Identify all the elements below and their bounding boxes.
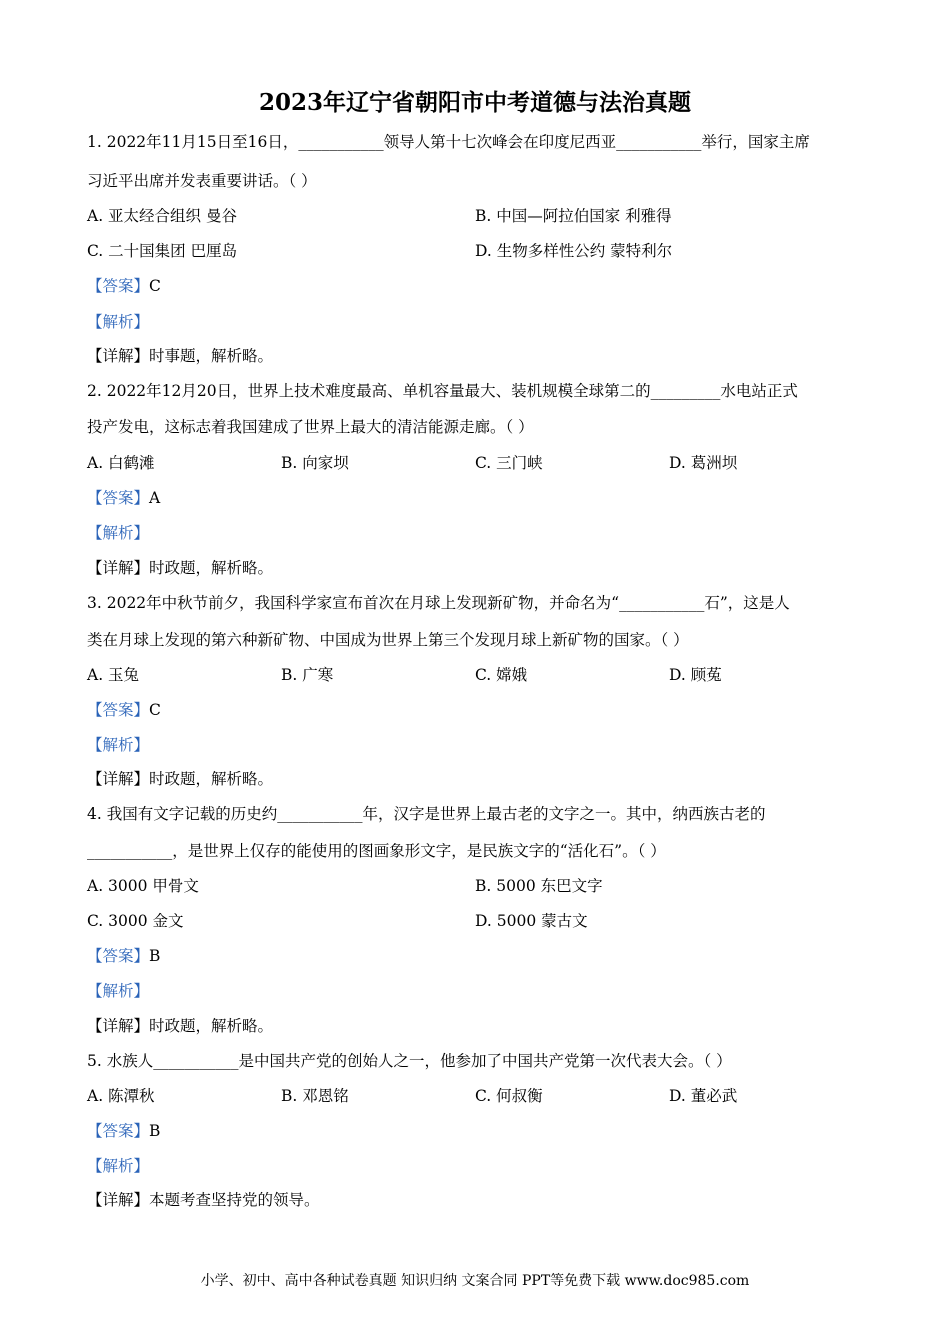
answer-tag: 【答案】 xyxy=(87,1122,150,1140)
answer-value: A xyxy=(149,489,161,507)
question-text: ___________，是世界上仅存的能使用的图画象形文字，是民族文字的“活化石”。（ ） xyxy=(87,842,666,860)
question-text: 4. 我国有文字记载的历史约___________年，汉字是世界上最古老的文字之一。其中，纳西族古老的 xyxy=(87,805,766,823)
question-text: 投产发电，这标志着我国建成了世界上最大的清洁能源走廊。（ ） xyxy=(87,418,534,436)
option-a: A. 亚太经合组织 曼谷 xyxy=(87,207,237,225)
detail-line xyxy=(87,767,273,789)
answer-tag: 【答案】 xyxy=(87,701,150,719)
answer-tag: 【答案】 xyxy=(87,947,150,965)
detail-text: 时事题，解析略。 xyxy=(149,347,274,365)
answer-value: B xyxy=(149,1122,161,1140)
answer-tag: 【答案】 xyxy=(87,277,150,295)
analysis-tag: 【解析】 xyxy=(87,524,150,542)
detail-tag: 【详解】 xyxy=(87,347,150,365)
option-d: D. 葛洲坝 xyxy=(669,454,738,472)
detail-line xyxy=(87,1188,320,1210)
detail-tag: 【详解】 xyxy=(87,1191,150,1209)
detail-tag: 【详解】 xyxy=(87,559,150,577)
answer-value: C xyxy=(149,277,161,295)
option-a: A. 玉兔 xyxy=(87,666,140,684)
option-d: D. 顾菟 xyxy=(669,666,722,684)
question-text: 习近平出席并发表重要讲话。（ ） xyxy=(87,172,317,190)
question-text: 类在月球上发现的第六种新矿物、中国成为世界上第三个发现月球上新矿物的国家。（ ） xyxy=(87,631,689,649)
answer-line xyxy=(87,486,160,508)
answer-value: B xyxy=(149,947,161,965)
option-b: B. 广寒 xyxy=(281,666,334,684)
answer-line xyxy=(87,698,161,720)
page-footer: 小学、初中、高中各种试卷真题 知识归纳 文案合同 PPT等免费下载 www.doc985.com xyxy=(200,1273,750,1289)
analysis-tag: 【解析】 xyxy=(87,982,150,1000)
answer-line xyxy=(87,1119,160,1141)
detail-text: 时政题，解析略。 xyxy=(149,1017,274,1035)
answer-tag: 【答案】 xyxy=(87,489,150,507)
option-c: C. 三门峡 xyxy=(475,454,543,472)
option-c: C. 嫦娥 xyxy=(475,666,528,684)
option-d: D. 生物多样性公约 蒙特利尔 xyxy=(475,242,673,260)
question-text: 5. 水族人___________是中国共产党的创始人之一，他参加了中国共产党第一次代表大会。（ ） xyxy=(87,1052,732,1070)
option-b: B. 5000 东巴文字 xyxy=(475,877,603,895)
option-b: B. 向家坝 xyxy=(281,454,349,472)
page-title: 2023年辽宁省朝阳市中考道德与法治真题 xyxy=(258,89,691,116)
option-c: C. 何叔衡 xyxy=(475,1087,543,1105)
detail-tag: 【详解】 xyxy=(87,770,150,788)
question-text: 3. 2022年中秋节前夕，我国科学家宣布首次在月球上发现新矿物，并命名为“___________石”，这是人 xyxy=(87,594,790,612)
answer-line xyxy=(87,274,161,296)
question-text: 2. 2022年12月20日，世界上技术难度最高、单机容量最大、装机规模全球第二的_________水电站正式 xyxy=(87,382,798,400)
option-d: D. 董必武 xyxy=(669,1087,738,1105)
analysis-tag: 【解析】 xyxy=(87,736,150,754)
detail-tag: 【详解】 xyxy=(87,1017,150,1035)
option-d: D. 5000 蒙古文 xyxy=(475,912,588,930)
option-a: A. 陈潭秋 xyxy=(87,1087,155,1105)
option-a: A. 白鹤滩 xyxy=(87,454,155,472)
detail-text: 时政题，解析略。 xyxy=(149,559,274,577)
detail-line xyxy=(87,556,273,578)
detail-text: 本题考查坚持党的领导。 xyxy=(149,1191,320,1209)
answer-value: C xyxy=(149,701,161,719)
option-b: B. 中国—阿拉伯国家 利雅得 xyxy=(475,207,672,225)
analysis-tag: 【解析】 xyxy=(87,313,150,331)
detail-text: 时政题，解析略。 xyxy=(149,770,274,788)
answer-line xyxy=(87,944,160,966)
option-c: C. 3000 金文 xyxy=(87,912,184,930)
detail-line xyxy=(87,1014,273,1036)
option-c: C. 二十国集团 巴厘岛 xyxy=(87,242,238,260)
question-text: 1. 2022年11月15日至16日，___________领导人第十七次峰会在印度尼西亚___________举行，国家主席 xyxy=(87,133,810,151)
analysis-tag: 【解析】 xyxy=(87,1157,150,1175)
option-a: A. 3000 甲骨文 xyxy=(87,877,199,895)
option-b: B. 邓恩铭 xyxy=(281,1087,349,1105)
detail-line xyxy=(87,344,273,366)
